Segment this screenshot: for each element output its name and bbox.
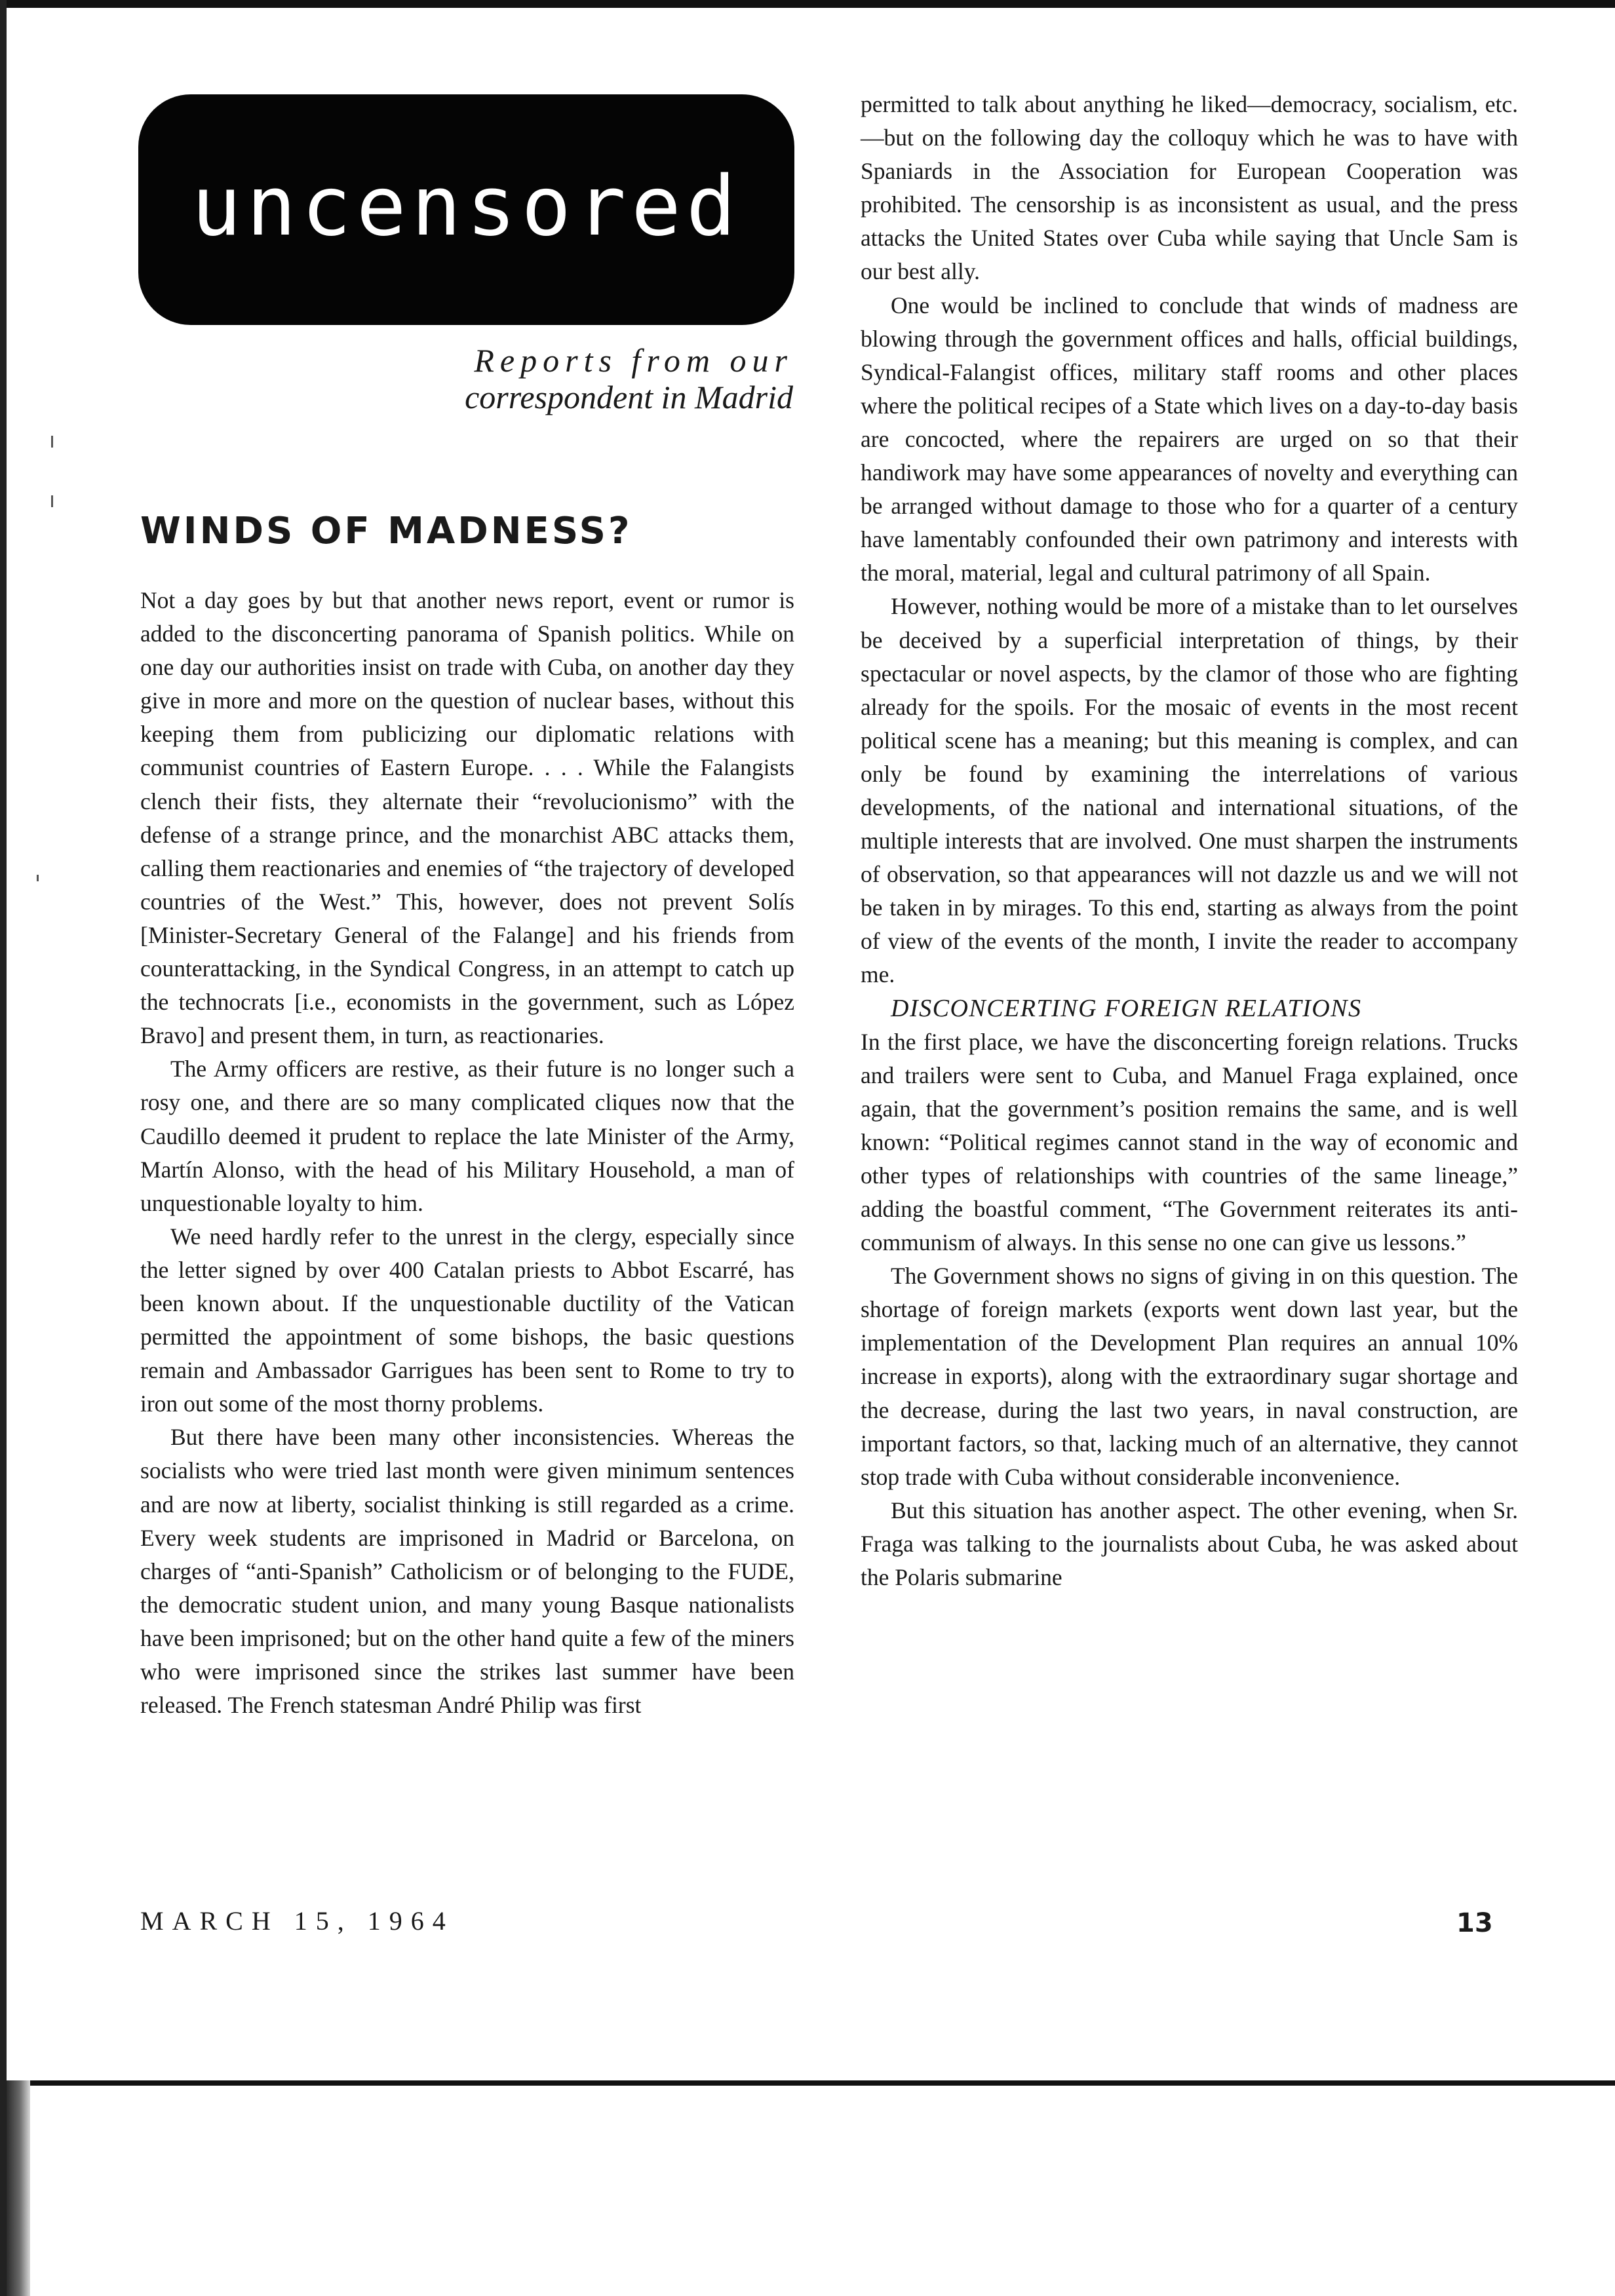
page-number: 13 [1456, 1908, 1493, 1938]
scan-speck [51, 436, 53, 448]
paragraph: But there have been many other inconsistencies. Whereas the socialists who were tried last month were given minimum sentences and are now at liberty, socialist thinking is still regarded as a crime. Every week students are imprisoned in Madrid or Barcelona, on charges of “anti-Spanish” Catholicism or of belonging to the FUDE, the democratic student union, and many young Basque nationalists have been imprisoned; but on the other hand quite a few of the miners who were imprisoned since the strikes last summer have been released. The French statesman André Philip was first [140, 1424, 794, 1719]
masthead-title: uncensored [191, 158, 741, 254]
masthead-banner [138, 94, 794, 325]
paragraph: Not a day goes by but that another news report, event or rumor is added to the disconcerting panorama of Spanish politics. While on one day our authorities insist on trade with Cuba, on another day they give in more and more on the question of nuclear bases, without this keeping them from publicizing our diplomatic relations with communist countries of Eastern Europe. . . . While the Falangists clench their fists, they alternate their “revolucionismo” with the defense of a strange prince, and the monarchist ABC attacks them, calling them reactionaries and enemies of “the trajectory of developed countries of the West.” This, however, does not prevent Solís [Minister-Secretary General of the Falange] and his friends from counterattacking, in the Syndical Congress, in an attempt to catch up the technocrats [i.e., economists in the government, such as López Bravo] and present them, in turn, as reactionaries. [140, 587, 794, 1049]
left-column [140, 584, 794, 1722]
paragraph: But this situation has another aspect. The other evening, when Sr. Fraga was talking to the journalists about Cuba, he was asked about the Polaris submarine [861, 1497, 1518, 1591]
subtitle-line-1: Reports from our [474, 342, 793, 379]
scan-edge-top [0, 0, 1615, 8]
paragraph: We need hardly refer to the unrest in the clergy, especially since the letter signed by over 400 Catalan priests to Abbot Escarré, has been known about. If the unquestionable ductility of the Vatican permitted the appointment of some bishops, the basic questions remain and Ambassador Garrigues has been sent to Rome to try to iron out some of the most thorny problems. [140, 1223, 794, 1417]
section-subtitle [367, 342, 793, 415]
paragraph: The Army officers are restive, as their future is no longer such a rosy one, and there are so many complicated cliques now that the Caudillo deemed it prudent to replace the late Minister of the Army, Martín Alonso, with the head of his Military Household, a man of unquestionable loyalty to him. [140, 1056, 794, 1216]
article-headline: WINDS OF MADNESS? [140, 510, 632, 552]
scan-edge-bottom [7, 2080, 1615, 2086]
paragraph: One would be inclined to conclude that winds of madness are blowing through the government offices and halls, official buildings, Syndical-Falangist offices, military staff rooms and other places where the political recipes of a State which lives on a day-to-day basis are concocted, where the repairers are urged on so that their handiwork may have some appearances of novelty and everything can be arranged without damage to those who for a quarter of a century have lamentably confounded their own patrimony and interests with the moral, material, legal and cultural patrimony of all Spain. [861, 292, 1518, 586]
subtitle-line-2: correspondent in Madrid [465, 379, 793, 415]
right-column [861, 88, 1518, 1594]
scan-speck [51, 495, 53, 507]
scan-corner-shadow [7, 2080, 30, 2296]
section-heading: DISCONCERTING FOREIGN RELATIONS [891, 994, 1362, 1022]
paragraph: The Government shows no signs of giving in on this question. The shortage of foreign markets (exports went down last year, but the implementation of the Development Plan requires an annual 10% increase in exports), along with the extraordinary sugar shortage and the decrease, during the last two years, in naval construction, are important factors, so that, lacking much of an alternative, they cannot stop trade with Cuba without considerable inconvenience. [861, 1263, 1518, 1490]
scan-edge-left [0, 0, 7, 2296]
paragraph: However, nothing would be more of a mistake than to let ourselves be deceived by a superficial interpretation of things, by their spectacular or novel aspects, by the clamor of those who are fighting already for the spoils. For the mosaic of events in the most recent political scene has a meaning; but this meaning is complex, and can only be found by examining the interrelations of various developments, of the national and international situations, of the multiple interests that are involved. One must sharpen the instruments of observation, so that appearances will not dazzle us and we will not be taken in by mirages. To this end, starting as always from the point of view of the events of the month, I invite the reader to accompany me. [861, 593, 1518, 988]
issue-date: MARCH 15, 1964 [140, 1906, 454, 1936]
scan-speck [37, 875, 39, 881]
paragraph: In the first place, we have the disconcerting foreign relations. Trucks and trailers were sent to Cuba, and Manuel Fraga explained, once again, that the government’s position remains the same, and is well known: “Political regimes cannot stand in the way of economic and other types of relationships with countries of the same lineage,” adding the boastful comment, “The Government reiterates its anti-communism of always. In this sense no one can give us lessons.” [861, 1028, 1518, 1256]
paragraph-continuation: permitted to talk about anything he liked—democracy, socialism, etc.—but on the following day the colloquy which he was to have with Spaniards in the Association for European Cooperation was prohibited. The censorship is as inconsistent as usual, and the press attacks the United States over Cuba while saying that Uncle Sam is our best ally. [861, 91, 1518, 285]
